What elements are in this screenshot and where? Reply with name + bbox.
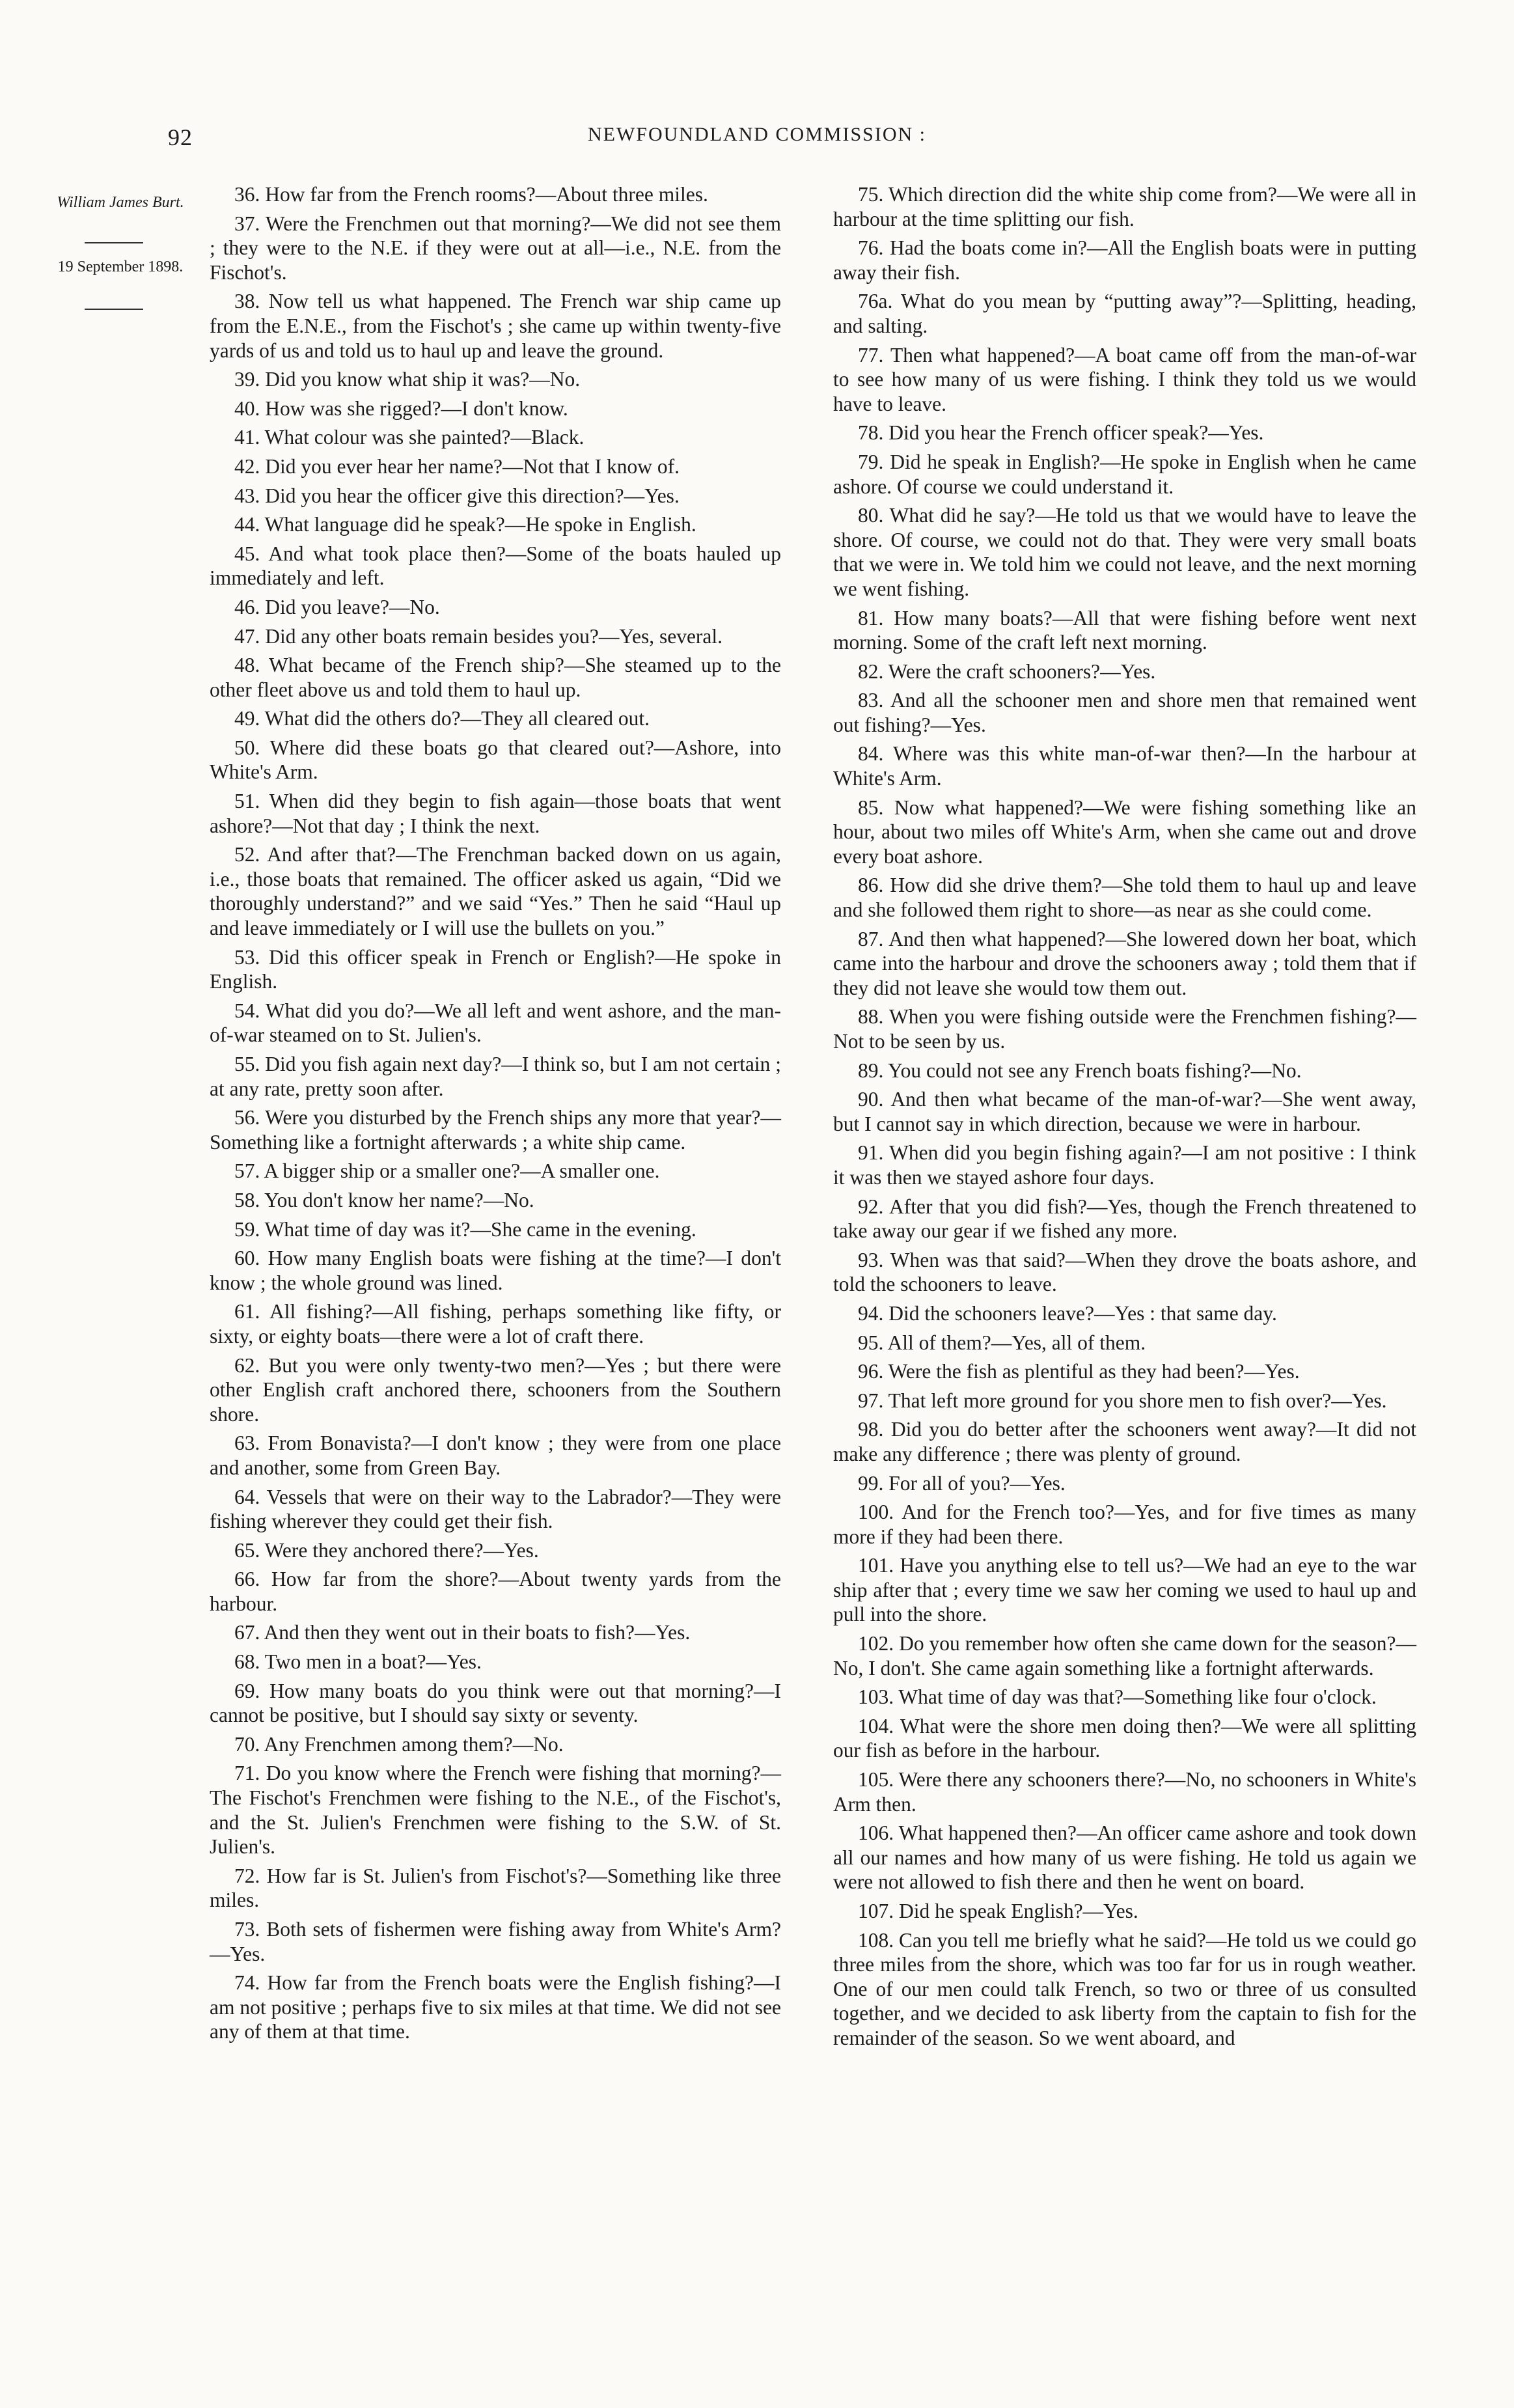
testimony-paragraph: 49. What did the others do?—They all cleared out. — [234, 707, 650, 730]
testimony-paragraph: 101. Have you anything else to tell us?—We had an eye to the war ship after that ; every time we saw her coming we used to haul up and pull into the shore. — [833, 1554, 1416, 1626]
testimony-paragraph: 37. Were the Frenchmen out that morning?—We did not see them ; they were to the N.E. if they were out at all—i.e., N.E. from the Fischot's. — [210, 212, 781, 284]
testimony-paragraph: 104. What were the shore men doing then?—We were all splitting our fish as before in the harbour. — [833, 1714, 1416, 1762]
testimony-paragraph: 95. All of them?—Yes, all of them. — [858, 1331, 1146, 1354]
testimony-paragraph: 102. Do you remember how often she came down for the season?—No, I don't. She came again something like a fortnight afterwards. — [833, 1632, 1416, 1680]
testimony-paragraph: 105. Were there any schooners there?—No, no schooners in White's Arm then. — [833, 1768, 1416, 1816]
testimony-paragraph: 92. After that you did fish?—Yes, though the French threatened to take away our gear if we fished any more. — [833, 1195, 1416, 1243]
testimony-paragraph: 56. Were you disturbed by the French ships any more that year?—Something like a fortnight afterwards ; a white ship came. — [210, 1106, 781, 1154]
testimony-paragraph: 45. And what took place then?—Some of the boats hauled up immediately and left. — [210, 542, 781, 590]
testimony-paragraph: 89. You could not see any French boats fishing?—No. — [858, 1059, 1302, 1082]
testimony-paragraph: 62. But you were only twenty-two men?—Yes ; but there were other English craft anchored there, schooners from the Southern shore. — [210, 1353, 781, 1426]
testimony-paragraph: 60. How many English boats were fishing at the time?—I don't know ; the whole ground was lined. — [210, 1247, 781, 1294]
testimony-paragraph: 76. Had the boats come in?—All the English boats were in putting away their fish. — [833, 236, 1416, 284]
testimony-paragraph: 94. Did the schooners leave?—Yes : that same day. — [858, 1301, 1277, 1325]
page-number: 92 — [168, 124, 193, 150]
testimony-paragraph: 108. Can you tell me briefly what he said?—He told us we could go three miles from the shore, which was too far for us in rough weather. One of our men could talk French, so two or three of us consulted together, and we decided to ask liberty from the captain to fish for the remainder of the season. So we went aboard, and — [833, 1928, 1416, 2049]
testimony-paragraph: 46. Did you leave?—No. — [234, 595, 440, 618]
testimony-paragraph: 77. Then what happened?—A boat came off from the man-of-war to see how many of us were fishing. I think they told us we would have to leave. — [833, 343, 1416, 415]
testimony-paragraph: 76a. What do you mean by “putting away”?—Splitting, heading, and salting. — [833, 290, 1416, 337]
testimony-paragraph: 70. Any Frenchmen among them?—No. — [234, 1732, 564, 1756]
testimony-paragraph: 47. Did any other boats remain besides you?—Yes, several. — [234, 624, 723, 648]
testimony-paragraph: 67. And then they went out in their boats to fish?—Yes. — [234, 1621, 691, 1644]
testimony-paragraph: 69. How many boats do you think were out that morning?—I cannot be positive, but I should say sixty or seventy. — [210, 1679, 781, 1727]
testimony-paragraph: 42. Did you ever hear her name?—Not that I know of. — [234, 454, 680, 478]
testimony-paragraph: 86. How did she drive them?—She told them to haul up and leave and she followed them right to shore—as near as she could come. — [833, 874, 1416, 922]
testimony-paragraph: 78. Did you hear the French officer speak?—Yes. — [858, 421, 1264, 445]
testimony-paragraph: 107. Did he speak English?—Yes. — [858, 1900, 1138, 1922]
testimony-paragraph: 36. How far from the French rooms?—About three miles. — [234, 183, 708, 206]
sidenote-divider-bottom — [85, 309, 143, 310]
witness-name-sidenote: William James Burt. — [57, 194, 184, 211]
testimony-paragraph: 54. What did you do?—We all left and went ashore, and the man-of-war steamed on to St. Julien's. — [210, 999, 781, 1047]
testimony-paragraph: 51. When did they begin to fish again—those boats that went ashore?—Not that day ; I think the next. — [210, 790, 781, 837]
testimony-paragraph: 103. What time of day was that?—Something like four o'clock. — [858, 1685, 1377, 1709]
testimony-paragraph: 71. Do you know where the French were fishing that morning?—The Fischot's Frenchmen were fishing to the N.E., of the Fischot's, and the St. Julien's Frenchmen were fishing to the S.W. of St. Julien's. — [210, 1762, 781, 1859]
running-title: NEWFOUNDLAND COMMISSION : — [587, 124, 926, 145]
testimony-paragraph: 91. When did you begin fishing again?—I am not positive : I think it was then we stayed ashore four days. — [833, 1141, 1416, 1189]
testimony-paragraph: 57. A bigger ship or a smaller one?—A smaller one. — [234, 1159, 660, 1183]
testimony-paragraph: 93. When was that said?—When they drove the boats ashore, and told the schooners to leave. — [833, 1248, 1416, 1296]
testimony-paragraph: 97. That left more ground for you shore men to fish over?—Yes. — [858, 1389, 1387, 1412]
testimony-paragraph: 81. How many boats?—All that were fishing before went next morning. Some of the craft left next morning. — [833, 606, 1416, 654]
right-column — [833, 182, 1416, 2055]
testimony-paragraph: 73. Both sets of fishermen were fishing away from White's Arm?—Yes. — [210, 1918, 781, 1965]
testimony-paragraph: 48. What became of the French ship?—She steamed up to the other fleet above us and told them to haul up. — [210, 654, 781, 701]
testimony-paragraph: 64. Vessels that were on their way to the Labrador?—They were fishing wherever they could get their fish. — [210, 1485, 781, 1533]
testimony-paragraph: 98. Did you do better after the schooners went away?—It did not make any difference ; there was plenty of ground. — [833, 1418, 1416, 1465]
testimony-paragraph: 88. When you were fishing outside were the Frenchmen fishing?—Not to be seen by us. — [833, 1005, 1416, 1053]
testimony-paragraph: 40. How was she rigged?—I don't know. — [234, 396, 568, 420]
testimony-paragraph: 100. And for the French too?—Yes, and for five times as many more if they had been there. — [833, 1501, 1416, 1548]
testimony-paragraph: 90. And then what became of the man-of-war?—She went away, but I cannot say in which direction, because we were in harbour. — [833, 1088, 1416, 1135]
testimony-paragraph: 68. Two men in a boat?—Yes. — [234, 1650, 482, 1674]
testimony-paragraph: 41. What colour was she painted?—Black. — [234, 426, 585, 449]
testimony-paragraph: 74. How far from the French boats were the English fishing?—I am not positive ; perhaps five to six miles at that time. We did not see any of them at that time. — [210, 1971, 781, 2043]
testimony-paragraph: 63. From Bonavista?—I don't know ; they were from one place and another, some from Green Bay. — [210, 1432, 781, 1479]
testimony-paragraph: 84. Where was this white man-of-war then?—In the harbour at White's Arm. — [833, 742, 1416, 790]
testimony-paragraph: 65. Were they anchored there?—Yes. — [234, 1538, 539, 1562]
testimony-paragraph: 96. Were the fish as plentiful as they had been?—Yes. — [858, 1360, 1300, 1383]
testimony-paragraph: 52. And after that?—The Frenchman backed down on us again, i.e., those boats that remained. The officer asked us again, “Did we thoroughly understand?” and we said “Yes.” Then he said “Haul up and leave immediately or I will use the bullets on you.” — [210, 843, 781, 940]
testimony-paragraph: 83. And all the schooner men and shore men that remained went out fishing?—Yes. — [833, 689, 1416, 736]
testimony-paragraph: 82. Were the craft schooners?—Yes. — [858, 659, 1156, 683]
left-column — [210, 182, 781, 2049]
date-sidenote: 19 September 1898. — [57, 258, 184, 275]
testimony-paragraph: 58. You don't know her name?—No. — [234, 1188, 534, 1211]
testimony-paragraph: 75. Which direction did the white ship come from?—We were all in harbour at the time splitting our fish. — [833, 183, 1416, 230]
testimony-paragraph: 99. For all of you?—Yes. — [858, 1471, 1066, 1495]
testimony-paragraph: 61. All fishing?—All fishing, perhaps something like fifty, or sixty, or eighty boats—there were a lot of craft there. — [210, 1300, 781, 1348]
testimony-paragraph: 85. Now what happened?—We were fishing something like an hour, about two miles off White's Arm, when she came out and drove every boat ashore. — [833, 796, 1416, 868]
testimony-paragraph: 44. What language did he speak?—He spoke in English. — [234, 513, 696, 536]
testimony-paragraph: 43. Did you hear the officer give this direction?—Yes. — [234, 484, 680, 507]
testimony-paragraph: 106. What happened then?—An officer came ashore and took down all our names and how many of us were fishing. He told us again we were not allowed to fish there and then he went on board. — [833, 1821, 1416, 1894]
testimony-paragraph: 66. How far from the shore?—About twenty yards from the harbour. — [210, 1568, 781, 1615]
testimony-paragraph: 38. Now tell us what happened. The French war ship came up from the E.N.E., from the Fischot's ; she came up within twenty-five yards of us and told us to haul up and leave the ground. — [210, 290, 781, 362]
testimony-paragraph: 79. Did he speak in English?—He spoke in English when he came ashore. Of course we could understand it. — [833, 450, 1416, 498]
testimony-paragraph: 50. Where did these boats go that cleared out?—Ashore, into White's Arm. — [210, 736, 781, 784]
testimony-paragraph: 80. What did he say?—He told us that we would have to leave the shore. Of course, we could not do that. They were very small boats that we were in. We told him we could not leave, and the next morning we went fishing. — [833, 504, 1416, 600]
testimony-paragraph: 55. Did you fish again next day?—I think so, but I am not certain ; at any rate, pretty soon after. — [210, 1053, 781, 1100]
testimony-paragraph: 87. And then what happened?—She lowered down her boat, which came into the harbour and drove the schooners away ; told them that if they did not leave she would tow them out. — [833, 927, 1416, 999]
testimony-paragraph: 59. What time of day was it?—She came in the evening. — [234, 1217, 696, 1241]
testimony-paragraph: 72. How far is St. Julien's from Fischot's?—Something like three miles. — [210, 1864, 781, 1912]
testimony-paragraph: 53. Did this officer speak in French or English?—He spoke in English. — [210, 945, 781, 993]
testimony-paragraph: 39. Did you know what ship it was?—No. — [234, 368, 581, 391]
sidenote-divider-top — [85, 242, 143, 243]
